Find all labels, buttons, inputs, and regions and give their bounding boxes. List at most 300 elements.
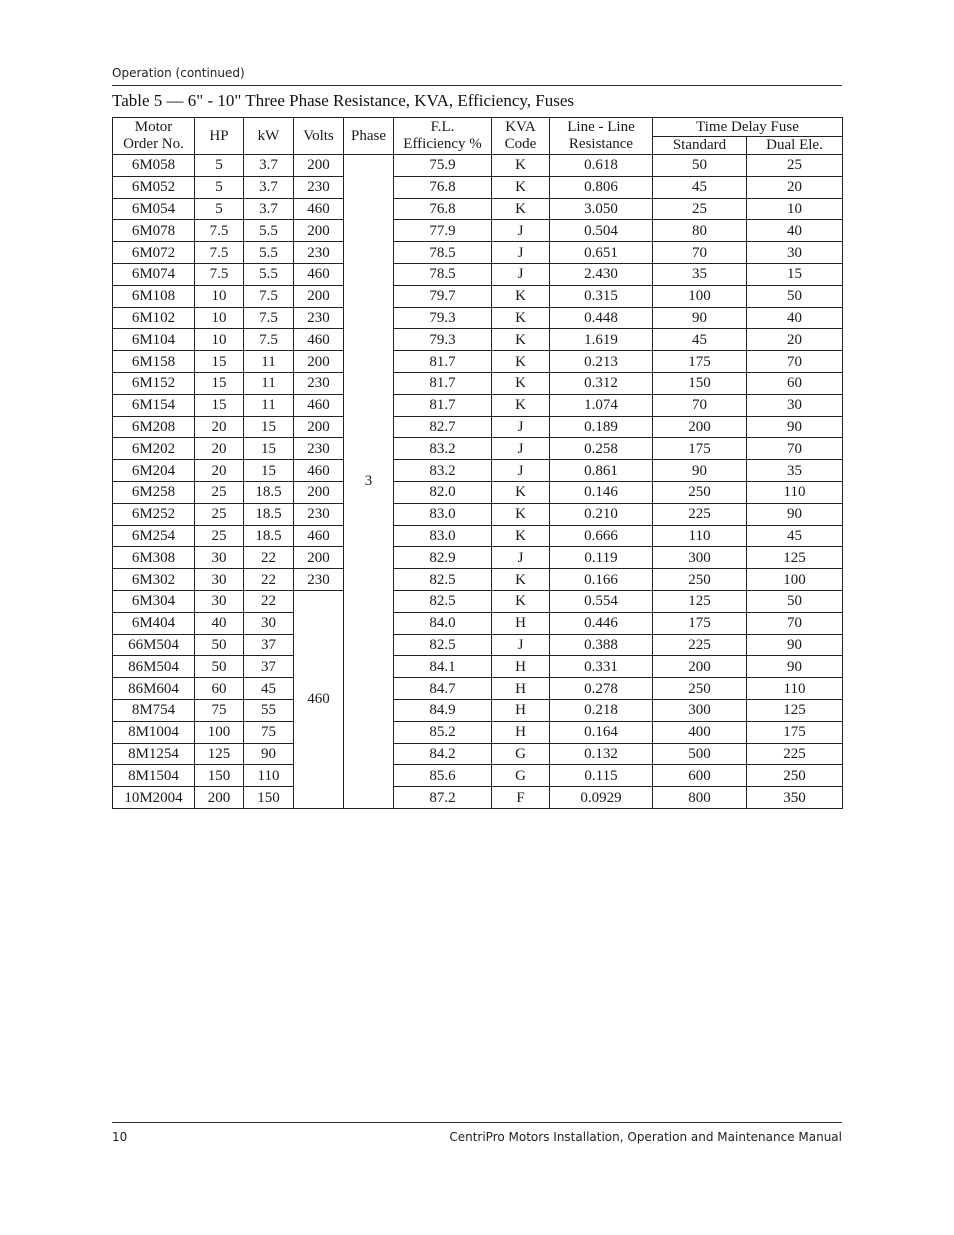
cell-hp: 50 (195, 634, 244, 656)
table-row (113, 699, 843, 721)
cell-motor-order-no: 6M108 (113, 285, 195, 307)
cell-volts: 460 (294, 460, 344, 482)
cell-fuse-standard: 225 (653, 634, 747, 656)
cell-fuse-dual: 40 (747, 220, 843, 242)
cell-motor-order-no: 6M154 (113, 394, 195, 416)
cell-kw: 5.5 (244, 220, 294, 242)
cell-kw: 7.5 (244, 307, 294, 329)
cell-motor-order-no: 6M204 (113, 460, 195, 482)
cell-kva-code: K (492, 285, 550, 307)
cell-motor-order-no: 6M074 (113, 263, 195, 285)
cell-kva-code: K (492, 198, 550, 220)
cell-fuse-standard: 300 (653, 547, 747, 569)
cell-kva-code: J (492, 438, 550, 460)
cell-efficiency: 76.8 (394, 176, 492, 198)
cell-efficiency: 81.7 (394, 351, 492, 373)
cell-efficiency: 82.0 (394, 481, 492, 503)
cell-fuse-standard: 800 (653, 787, 747, 809)
cell-resistance: 0.189 (550, 416, 653, 438)
cell-kw: 22 (244, 547, 294, 569)
cell-kva-code: H (492, 612, 550, 634)
cell-efficiency: 84.1 (394, 656, 492, 678)
cell-motor-order-no: 8M754 (113, 699, 195, 721)
cell-volts: 200 (294, 547, 344, 569)
cell-kva-code: H (492, 678, 550, 700)
cell-fuse-dual: 225 (747, 743, 843, 765)
cell-fuse-standard: 600 (653, 765, 747, 787)
header-efficiency: F.L. Efficiency % (394, 118, 492, 155)
cell-kva-code: G (492, 743, 550, 765)
cell-hp: 15 (195, 351, 244, 373)
cell-resistance: 0.504 (550, 220, 653, 242)
cell-volts: 460 (294, 329, 344, 351)
table-row (113, 176, 843, 198)
table-row (113, 155, 843, 177)
cell-kw: 90 (244, 743, 294, 765)
cell-resistance: 0.132 (550, 743, 653, 765)
cell-resistance: 0.312 (550, 372, 653, 394)
cell-hp: 20 (195, 416, 244, 438)
cell-motor-order-no: 86M504 (113, 656, 195, 678)
cell-kva-code: K (492, 503, 550, 525)
table-row (113, 438, 843, 460)
cell-efficiency: 83.0 (394, 503, 492, 525)
table-row (113, 329, 843, 351)
footer-rule (112, 1122, 842, 1123)
table-body (113, 155, 843, 809)
cell-fuse-dual: 100 (747, 569, 843, 591)
cell-kw: 3.7 (244, 198, 294, 220)
cell-fuse-dual: 110 (747, 678, 843, 700)
header-resistance: Line - Line Resistance (550, 118, 653, 155)
cell-efficiency: 79.7 (394, 285, 492, 307)
cell-hp: 10 (195, 329, 244, 351)
cell-hp: 50 (195, 656, 244, 678)
cell-fuse-standard: 250 (653, 569, 747, 591)
cell-efficiency: 81.7 (394, 372, 492, 394)
cell-kw: 11 (244, 372, 294, 394)
cell-fuse-standard: 45 (653, 176, 747, 198)
cell-motor-order-no: 6M158 (113, 351, 195, 373)
cell-resistance: 0.331 (550, 656, 653, 678)
cell-motor-order-no: 8M1254 (113, 743, 195, 765)
table-row (113, 263, 843, 285)
table-row (113, 765, 843, 787)
cell-efficiency: 82.5 (394, 569, 492, 591)
cell-resistance: 2.430 (550, 263, 653, 285)
cell-kva-code: J (492, 634, 550, 656)
cell-hp: 10 (195, 285, 244, 307)
cell-kva-code: K (492, 590, 550, 612)
header-motor-order-no: Motor Order No. (113, 118, 195, 155)
cell-efficiency: 78.5 (394, 242, 492, 264)
cell-kw: 15 (244, 438, 294, 460)
cell-fuse-dual: 350 (747, 787, 843, 809)
cell-volts: 230 (294, 438, 344, 460)
cell-hp: 5 (195, 155, 244, 177)
cell-fuse-standard: 250 (653, 678, 747, 700)
cell-resistance: 0.388 (550, 634, 653, 656)
table-row (113, 481, 843, 503)
cell-motor-order-no: 6M104 (113, 329, 195, 351)
cell-kw: 18.5 (244, 481, 294, 503)
header-fuse-standard: Standard (653, 137, 747, 155)
cell-motor-order-no: 8M1004 (113, 721, 195, 743)
cell-fuse-dual: 35 (747, 460, 843, 482)
cell-kva-code: J (492, 416, 550, 438)
cell-resistance: 1.074 (550, 394, 653, 416)
cell-kva-code: J (492, 242, 550, 264)
table-row (113, 569, 843, 591)
manual-title: CentriPro Motors Installation, Operation and Maintenance Manual (449, 1130, 842, 1144)
cell-resistance: 0.218 (550, 699, 653, 721)
table-row (113, 307, 843, 329)
cell-kva-code: K (492, 351, 550, 373)
cell-kva-code: K (492, 155, 550, 177)
cell-efficiency: 83.2 (394, 438, 492, 460)
cell-fuse-dual: 125 (747, 547, 843, 569)
cell-motor-order-no: 6M252 (113, 503, 195, 525)
cell-hp: 30 (195, 590, 244, 612)
cell-resistance: 0.119 (550, 547, 653, 569)
table-row (113, 656, 843, 678)
cell-motor-order-no: 6M152 (113, 372, 195, 394)
cell-kva-code: K (492, 329, 550, 351)
cell-hp: 25 (195, 525, 244, 547)
header-phase: Phase (344, 118, 394, 155)
cell-motor-order-no: 6M254 (113, 525, 195, 547)
cell-fuse-dual: 50 (747, 285, 843, 307)
cell-motor-order-no: 6M308 (113, 547, 195, 569)
cell-kw: 37 (244, 656, 294, 678)
header-hp: HP (195, 118, 244, 155)
cell-efficiency: 82.9 (394, 547, 492, 569)
cell-fuse-dual: 250 (747, 765, 843, 787)
header-time-delay-fuse: Time Delay Fuse (653, 118, 843, 137)
cell-efficiency: 84.7 (394, 678, 492, 700)
cell-fuse-dual: 70 (747, 612, 843, 634)
cell-hp: 40 (195, 612, 244, 634)
cell-fuse-standard: 110 (653, 525, 747, 547)
cell-resistance: 0.806 (550, 176, 653, 198)
cell-fuse-dual: 175 (747, 721, 843, 743)
cell-efficiency: 82.5 (394, 634, 492, 656)
cell-fuse-standard: 35 (653, 263, 747, 285)
cell-resistance: 0.618 (550, 155, 653, 177)
cell-efficiency: 87.2 (394, 787, 492, 809)
cell-kva-code: K (492, 525, 550, 547)
cell-resistance: 0.666 (550, 525, 653, 547)
cell-kva-code: H (492, 699, 550, 721)
cell-kva-code: G (492, 765, 550, 787)
table-row (113, 612, 843, 634)
cell-hp: 75 (195, 699, 244, 721)
cell-motor-order-no: 6M202 (113, 438, 195, 460)
cell-fuse-standard: 175 (653, 351, 747, 373)
cell-kw: 15 (244, 460, 294, 482)
cell-motor-order-no: 6M072 (113, 242, 195, 264)
cell-fuse-standard: 70 (653, 242, 747, 264)
cell-volts: 200 (294, 155, 344, 177)
header-rule (112, 85, 842, 86)
cell-efficiency: 81.7 (394, 394, 492, 416)
cell-fuse-dual: 45 (747, 525, 843, 547)
cell-motor-order-no: 6M054 (113, 198, 195, 220)
cell-motor-order-no: 66M504 (113, 634, 195, 656)
cell-fuse-standard: 300 (653, 699, 747, 721)
cell-efficiency: 83.0 (394, 525, 492, 547)
table-row (113, 743, 843, 765)
header-fuse-dual: Dual Ele. (747, 137, 843, 155)
cell-efficiency: 85.2 (394, 721, 492, 743)
table-title: Table 5 — 6" - 10" Three Phase Resistance, KVA, Efficiency, Fuses (112, 91, 574, 110)
cell-motor-order-no: 86M604 (113, 678, 195, 700)
table-row (113, 416, 843, 438)
cell-kw: 3.7 (244, 155, 294, 177)
cell-resistance: 0.446 (550, 612, 653, 634)
cell-resistance: 0.146 (550, 481, 653, 503)
cell-motor-order-no: 6M404 (113, 612, 195, 634)
cell-fuse-standard: 500 (653, 743, 747, 765)
cell-hp: 200 (195, 787, 244, 809)
cell-fuse-standard: 90 (653, 460, 747, 482)
cell-volts: 200 (294, 481, 344, 503)
cell-hp: 7.5 (195, 242, 244, 264)
cell-fuse-dual: 110 (747, 481, 843, 503)
cell-kw: 7.5 (244, 285, 294, 307)
page-number: 10 (112, 1130, 128, 1144)
cell-fuse-dual: 25 (747, 155, 843, 177)
cell-efficiency: 84.9 (394, 699, 492, 721)
cell-hp: 7.5 (195, 263, 244, 285)
cell-motor-order-no: 6M302 (113, 569, 195, 591)
cell-efficiency: 78.5 (394, 263, 492, 285)
cell-efficiency: 79.3 (394, 329, 492, 351)
cell-kva-code: H (492, 656, 550, 678)
cell-fuse-standard: 175 (653, 612, 747, 634)
table-row (113, 242, 843, 264)
cell-hp: 15 (195, 394, 244, 416)
cell-resistance: 0.861 (550, 460, 653, 482)
cell-hp: 125 (195, 743, 244, 765)
cell-efficiency: 84.0 (394, 612, 492, 634)
cell-motor-order-no: 10M2004 (113, 787, 195, 809)
cell-efficiency: 75.9 (394, 155, 492, 177)
cell-volts: 200 (294, 416, 344, 438)
cell-hp: 150 (195, 765, 244, 787)
cell-kva-code: K (492, 569, 550, 591)
cell-kw: 15 (244, 416, 294, 438)
cell-efficiency: 77.9 (394, 220, 492, 242)
table-row (113, 460, 843, 482)
table-row (113, 525, 843, 547)
cell-volts: 460 (294, 198, 344, 220)
table-row (113, 721, 843, 743)
cell-kva-code: K (492, 307, 550, 329)
cell-kw: 37 (244, 634, 294, 656)
cell-kw: 7.5 (244, 329, 294, 351)
cell-fuse-dual: 90 (747, 634, 843, 656)
cell-efficiency: 76.8 (394, 198, 492, 220)
header-kw: kW (244, 118, 294, 155)
cell-resistance: 1.619 (550, 329, 653, 351)
cell-kw: 5.5 (244, 242, 294, 264)
cell-kw: 18.5 (244, 503, 294, 525)
cell-kw: 75 (244, 721, 294, 743)
cell-kw: 11 (244, 351, 294, 373)
cell-fuse-standard: 225 (653, 503, 747, 525)
cell-volts: 230 (294, 372, 344, 394)
cell-volts: 230 (294, 503, 344, 525)
cell-resistance: 0.210 (550, 503, 653, 525)
table-row (113, 634, 843, 656)
cell-volts: 200 (294, 351, 344, 373)
cell-hp: 7.5 (195, 220, 244, 242)
cell-fuse-standard: 45 (653, 329, 747, 351)
cell-hp: 15 (195, 372, 244, 394)
cell-hp: 60 (195, 678, 244, 700)
cell-kva-code: J (492, 263, 550, 285)
cell-fuse-dual: 90 (747, 656, 843, 678)
table-row (113, 220, 843, 242)
cell-hp: 20 (195, 460, 244, 482)
cell-kw: 150 (244, 787, 294, 809)
cell-efficiency: 79.3 (394, 307, 492, 329)
cell-fuse-dual: 90 (747, 503, 843, 525)
cell-efficiency: 82.5 (394, 590, 492, 612)
cell-kva-code: J (492, 547, 550, 569)
cell-kw: 22 (244, 569, 294, 591)
cell-fuse-dual: 60 (747, 372, 843, 394)
cell-kva-code: K (492, 481, 550, 503)
cell-fuse-dual: 40 (747, 307, 843, 329)
cell-kva-code: K (492, 372, 550, 394)
cell-resistance: 3.050 (550, 198, 653, 220)
cell-fuse-standard: 175 (653, 438, 747, 460)
cell-efficiency: 85.6 (394, 765, 492, 787)
cell-fuse-dual: 70 (747, 351, 843, 373)
cell-kw: 22 (244, 590, 294, 612)
cell-fuse-dual: 20 (747, 176, 843, 198)
cell-motor-order-no: 6M078 (113, 220, 195, 242)
cell-fuse-dual: 30 (747, 394, 843, 416)
cell-fuse-standard: 70 (653, 394, 747, 416)
cell-fuse-standard: 400 (653, 721, 747, 743)
table-row (113, 394, 843, 416)
cell-hp: 10 (195, 307, 244, 329)
cell-fuse-standard: 50 (653, 155, 747, 177)
cell-volts: 230 (294, 242, 344, 264)
cell-fuse-standard: 150 (653, 372, 747, 394)
cell-hp: 100 (195, 721, 244, 743)
table-row (113, 351, 843, 373)
cell-motor-order-no: 6M058 (113, 155, 195, 177)
cell-volts: 230 (294, 176, 344, 198)
cell-volts: 230 (294, 307, 344, 329)
cell-kva-code: J (492, 220, 550, 242)
cell-fuse-dual: 90 (747, 416, 843, 438)
cell-kw: 18.5 (244, 525, 294, 547)
cell-motor-order-no: 6M052 (113, 176, 195, 198)
cell-hp: 30 (195, 547, 244, 569)
table-row (113, 198, 843, 220)
cell-fuse-standard: 200 (653, 656, 747, 678)
cell-fuse-dual: 10 (747, 198, 843, 220)
cell-volts: 460 (294, 263, 344, 285)
cell-motor-order-no: 6M258 (113, 481, 195, 503)
table-row (113, 503, 843, 525)
cell-efficiency: 84.2 (394, 743, 492, 765)
cell-resistance: 0.166 (550, 569, 653, 591)
cell-kw: 3.7 (244, 176, 294, 198)
cell-resistance: 0.0929 (550, 787, 653, 809)
cell-hp: 25 (195, 481, 244, 503)
cell-fuse-standard: 125 (653, 590, 747, 612)
cell-fuse-dual: 15 (747, 263, 843, 285)
cell-resistance: 0.554 (550, 590, 653, 612)
cell-kva-code: K (492, 176, 550, 198)
cell-resistance: 0.651 (550, 242, 653, 264)
cell-resistance: 0.448 (550, 307, 653, 329)
cell-efficiency: 82.7 (394, 416, 492, 438)
cell-resistance: 0.213 (550, 351, 653, 373)
running-head: Operation (continued) (112, 66, 245, 80)
table-row (113, 372, 843, 394)
cell-fuse-standard: 100 (653, 285, 747, 307)
cell-kva-code: K (492, 394, 550, 416)
cell-efficiency: 83.2 (394, 460, 492, 482)
cell-resistance: 0.258 (550, 438, 653, 460)
cell-fuse-standard: 80 (653, 220, 747, 242)
cell-fuse-dual: 20 (747, 329, 843, 351)
cell-volts: 200 (294, 220, 344, 242)
table-row (113, 678, 843, 700)
cell-motor-order-no: 8M1504 (113, 765, 195, 787)
cell-kw: 55 (244, 699, 294, 721)
header-volts: Volts (294, 118, 344, 155)
cell-kw: 11 (244, 394, 294, 416)
cell-resistance: 0.164 (550, 721, 653, 743)
header-kva-code: KVA Code (492, 118, 550, 155)
cell-fuse-dual: 30 (747, 242, 843, 264)
cell-kw: 30 (244, 612, 294, 634)
cell-motor-order-no: 6M102 (113, 307, 195, 329)
cell-fuse-standard: 90 (653, 307, 747, 329)
cell-motor-order-no: 6M304 (113, 590, 195, 612)
cell-kw: 45 (244, 678, 294, 700)
cell-volts: 460 (294, 525, 344, 547)
table-row (113, 547, 843, 569)
cell-fuse-standard: 200 (653, 416, 747, 438)
table-row (113, 590, 843, 612)
cell-fuse-dual: 125 (747, 699, 843, 721)
cell-resistance: 0.278 (550, 678, 653, 700)
cell-hp: 30 (195, 569, 244, 591)
cell-motor-order-no: 6M208 (113, 416, 195, 438)
cell-fuse-dual: 50 (747, 590, 843, 612)
cell-volts: 230 (294, 569, 344, 591)
cell-hp: 25 (195, 503, 244, 525)
cell-kva-code: H (492, 721, 550, 743)
table-row (113, 285, 843, 307)
table-row (113, 787, 843, 809)
cell-resistance: 0.115 (550, 765, 653, 787)
cell-volts: 460 (294, 394, 344, 416)
cell-volts: 200 (294, 285, 344, 307)
cell-fuse-standard: 250 (653, 481, 747, 503)
cell-kw: 5.5 (244, 263, 294, 285)
cell-kva-code: J (492, 460, 550, 482)
